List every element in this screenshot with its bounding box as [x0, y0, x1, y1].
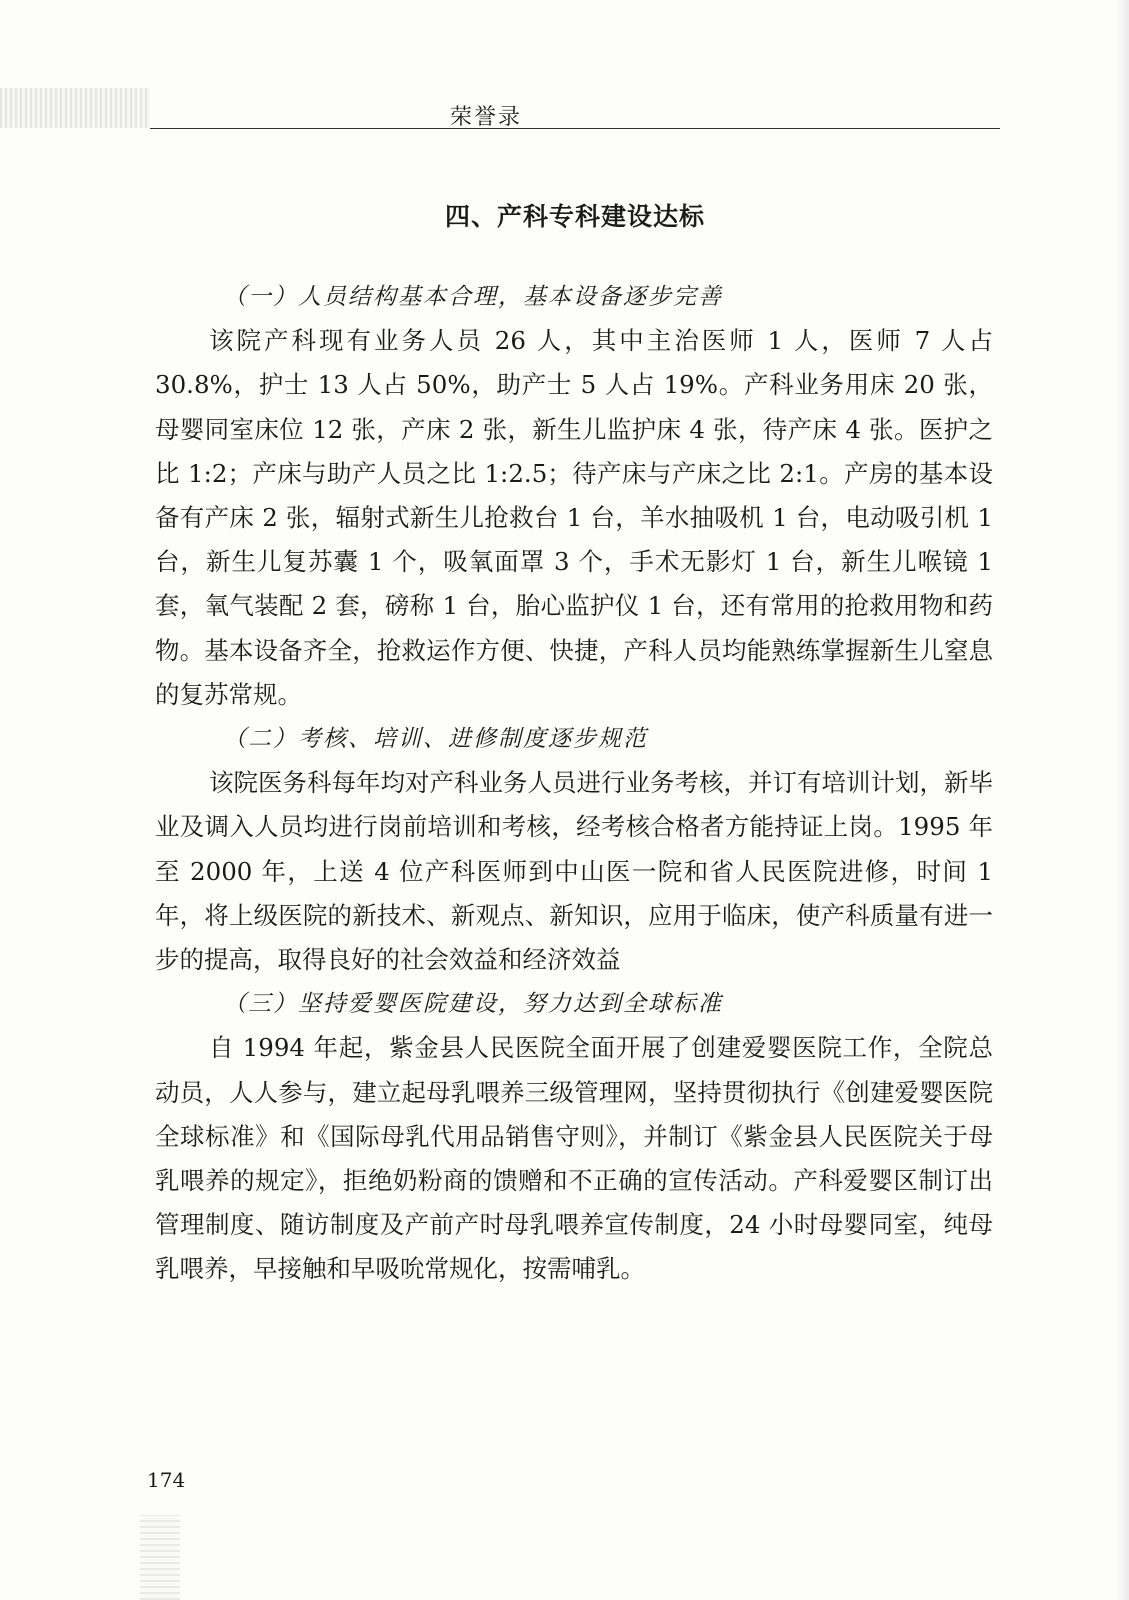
- paragraph-1: 该院产科现有业务人员 26 人，其中主治医师 1 人，医师 7 人占 30.8%，护士 13 人占 50%，助产士 5 人占 19%。产科业务用床 20 张，母婴同室床位 12 张，产床 2 张，新生儿监护床 4 张，待产床 4 张。医护之比 1:2；产床与助产人员之比 1:2.5；待产床与产床之比 2:1。产房的基本设备有产床 2 张，辐射式新生儿抢救台 1 台，羊水抽吸机 1 台，电动吸引机 1 台，新生儿复苏囊 1 个，吸氧面罩 3 个，手术无影灯 1 台，新生儿喉镜 1 套，氧气装配 2 套，磅称 1 台，胎心监护仪 1 台，还有常用的抢救用物和药物。基本设备齐全，抢救运作方便、快捷，产科人员均能熟练掌握新生儿窒息的复苏常规。: [155, 326, 993, 709]
- subhead-1: （一）人员结构基本合理，基本设备逐步完善: [223, 284, 723, 310]
- paragraph-2: 该院医务科每年均对产科业务人员进行业务考核，并订有培训计划，新毕业及调入人员均进行岗前培训和考核，经考核合格者方能持证上岗。1995 年至 2000 年，上送 4 位产科医师到中山医一院和省人民医院进修，时间 1 年，将上级医院的新技术、新观点、新知识，应用于临床，使产科质量有进一步的提高，取得良好的社会效益和经济效益: [155, 768, 993, 975]
- section-title: 四、产科专科建设达标: [444, 202, 705, 231]
- paragraph-3: 自 1994 年起，紫金县人民医院全面开展了创建爱婴医院工作，全院总动员，人人参与，建立起母乳喂养三级管理网，坚持贯彻执行《创建爱婴医院全球标准》和《国际母乳代用品销售守则》，并制订《紫金县人民医院关于母乳喂养的规定》，拒绝奶粉商的馈赠和不正确的宣传活动。产科爱婴区制订出管理制度、随访制度及产前产时母乳喂养宣传制度，24 小时母婴同室，纯母乳喂养，早接触和早吸吮常规化，按需哺乳。: [155, 1033, 993, 1284]
- scan-artifact-right-edge: [1115, 0, 1129, 1600]
- scan-artifact-top-left: [0, 88, 150, 128]
- body-text: [155, 275, 993, 1292]
- page-number: 174: [147, 1468, 186, 1492]
- scan-artifact-bottom-left: [140, 1515, 180, 1600]
- running-header: [150, 98, 1000, 129]
- subhead-2: （二）考核、培训、进修制度逐步规范: [223, 726, 648, 753]
- subhead-3: （三）坚持爱婴医院建设，努力达到全球标准: [223, 991, 723, 1018]
- running-header-title: 荣誉录: [450, 105, 523, 130]
